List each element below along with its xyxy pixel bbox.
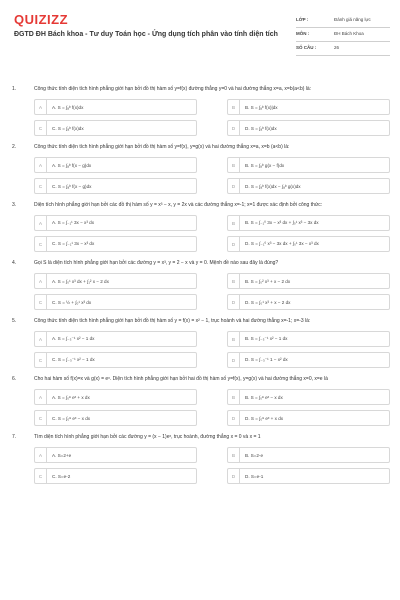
option-a[interactable] (34, 273, 197, 289)
meta-panel (296, 14, 390, 56)
option-c[interactable] (34, 120, 197, 136)
option-letter: D (228, 411, 240, 425)
question-number: 5. (12, 318, 17, 324)
option-d[interactable] (227, 178, 390, 194)
option-text: A. S = ∫₀¹ x³ dx + ∫₁² x − 2 dx (52, 278, 109, 284)
option-c[interactable] (34, 352, 197, 368)
option-letter: D (228, 121, 240, 135)
option-d[interactable] (227, 352, 390, 368)
question-number: 2. (12, 144, 17, 150)
option-letter: C (35, 411, 47, 425)
option-text: B. S=2-e (245, 452, 264, 458)
question-text: Công thức tính diện tích hình phẳng giới hạn bởi đồ thị hàm số y=f(x), y=g(x) và hai đường thẳng x=a, x=b (a<b) là: (34, 144, 290, 150)
option-letter: C (35, 237, 47, 251)
option-letter: D (228, 469, 240, 483)
option-letter: D (228, 237, 240, 251)
option-text: B. S = ∫ₐᵇ g(x − f)dx (245, 162, 285, 168)
option-letter: A (35, 216, 47, 230)
option-c[interactable] (34, 178, 197, 194)
option-letter: C (35, 469, 47, 483)
option-b[interactable] (227, 273, 390, 289)
option-text: C. S=e-2 (52, 473, 71, 479)
option-letter: A (35, 390, 47, 404)
question-text: Công thức tính diện tích hình phẳng giới hạn bởi đồ thị hàm số y = f(x) = x² − 1, trục hoành và hai đường thẳng x=-1; x=-3 là: (34, 318, 311, 324)
option-letter: D (228, 295, 240, 309)
option-text: A. S = ∫₀ᵉ eˣ + x dx (52, 394, 90, 400)
meta-label: MÔN : (296, 31, 310, 36)
question-list (12, 86, 390, 492)
question-text: Công thức tính diện tích hình phẳng giới hạn bởi đồ thị hàm số y=f(x) đường thẳng y=0 và hai đường thẳng x=a, x=b(a<b) là: (34, 86, 312, 92)
meta-value: 26 (334, 45, 340, 50)
option-d[interactable] (227, 236, 390, 252)
option-text: B. S = ∫ₐᵇ f(x)|dx (245, 104, 278, 110)
option-c[interactable] (34, 294, 197, 310)
question-7 (12, 434, 390, 484)
option-letter: C (35, 353, 47, 367)
option-text: D. S = ∫₋₁⁰ x³ − 3x dx + ∫₀¹ 3x − x³ dx (245, 241, 319, 246)
option-letter: B (228, 100, 240, 114)
question-1 (12, 86, 390, 136)
page-title: ĐGTD ĐH Bách khoa - Tư duy Toán học - Ứng dụng tích phân vào tính diện tích (14, 31, 278, 38)
question-4 (12, 260, 390, 310)
option-text: D. S=e-1 (245, 473, 264, 479)
option-text: C. S = ∫ₐᵇ f(x − g)dx (52, 183, 92, 189)
meta-label: LỚP : (296, 17, 309, 22)
option-text: D. S = ∫ₐᵇ f(x)dx − ∫ₐᵇ g(x)dx (245, 183, 301, 189)
option-text: B. S = ∫₋₁⁰ 3x − x³ dx + ∫₀¹ x³ − 3x dx (245, 220, 319, 225)
option-a[interactable] (34, 447, 197, 463)
option-letter: C (35, 295, 47, 309)
option-a[interactable] (34, 331, 197, 347)
option-text: C. S = ∫ₐᵇ f(x)dx (52, 125, 84, 131)
option-text: A. S=2+e (52, 452, 72, 458)
option-text: C. S = ∫₋₃⁻¹ x² − 1 dx (52, 357, 95, 362)
option-letter: B (228, 390, 240, 404)
meta-value: ĐH Bách Khoa (334, 31, 364, 36)
option-text: A. S = ∫ₐᵇ f(x − g)dx (52, 162, 92, 168)
question-text: Gọi S là diện tích hình phẳng giới hạn bởi các đường y = x³, y = 2 − x và y = 0. Mệnh đề nào sau đây là đúng? (34, 260, 279, 266)
question-3 (12, 202, 390, 252)
meta-row-count (296, 42, 390, 56)
option-a[interactable] (34, 99, 197, 115)
option-letter: B (228, 274, 240, 288)
question-text: Tìm diện tích hình phẳng giới hạn bởi các đường y = (x − 1)eˣ, trục hoành, đường thẳng x = 0 và x = 1 (34, 434, 261, 440)
option-b[interactable] (227, 331, 390, 347)
option-text: A. S = ∫₋₃⁻¹ x² − 1 dx (52, 336, 95, 341)
option-letter: B (228, 448, 240, 462)
option-letter: A (35, 332, 47, 346)
question-6 (12, 376, 390, 426)
meta-row-class (296, 14, 390, 28)
question-2 (12, 144, 390, 194)
option-b[interactable] (227, 157, 390, 173)
option-letter: D (228, 179, 240, 193)
option-b[interactable] (227, 389, 390, 405)
question-text: Diện tích hình phẳng giới hạn bởi các đồ thị hàm số y = x³ − x, y = 2x và các đường thẳng x=-1; x=1 được xác định bởi công thức: (34, 202, 323, 208)
option-d[interactable] (227, 410, 390, 426)
option-b[interactable] (227, 447, 390, 463)
option-b[interactable] (227, 99, 390, 115)
option-letter: B (228, 332, 240, 346)
option-text: D. S = ∫ₐᵇ f(x)dx (245, 125, 277, 131)
option-a[interactable] (34, 389, 197, 405)
option-text: D. S = ∫₀¹ x³ + x − 2 dx (245, 299, 291, 305)
option-letter: B (228, 158, 240, 172)
meta-row-subject (296, 28, 390, 42)
option-a[interactable] (34, 157, 197, 173)
option-letter: A (35, 274, 47, 288)
question-number: 1. (12, 86, 17, 92)
option-letter: B (228, 216, 240, 230)
option-c[interactable] (34, 410, 197, 426)
option-b[interactable] (227, 215, 390, 231)
option-d[interactable] (227, 468, 390, 484)
option-d[interactable] (227, 120, 390, 136)
option-letter: A (35, 158, 47, 172)
option-text: C. S = ∫₋₁¹ 3x − x³ dx (52, 241, 95, 246)
option-d[interactable] (227, 294, 390, 310)
option-text: A. S = ∫₋₁¹ 3x − x³ dx (52, 220, 94, 225)
option-c[interactable] (34, 236, 197, 252)
option-text: D. S = ∫₀ᵉ eˣ + x dx (245, 415, 284, 421)
option-letter: C (35, 121, 47, 135)
quizizz-logo: QUIZIZZ (14, 12, 69, 27)
question-text: Cho hai hàm số f(x)=x và g(x) = eˣ. Diện tích hình phẳng giới hạn bởi hai đồ thị hàm số y=f(x), y=g(x) và hai đường thẳng x=0, x=e là (34, 376, 328, 382)
question-number: 4. (12, 260, 17, 266)
option-text: B. S = ∫₋₃⁻¹ x² − 1 dx (245, 336, 288, 341)
question-number: 3. (12, 202, 17, 208)
question-5 (12, 318, 390, 368)
option-letter: A (35, 448, 47, 462)
meta-label: SỐ CÂU : (296, 45, 317, 50)
option-letter: A (35, 100, 47, 114)
question-number: 6. (12, 376, 17, 382)
option-letter: C (35, 179, 47, 193)
option-text: B. S = ∫₀² x³ + x − 2 dx (245, 278, 291, 284)
option-text: B. S = ∫₀ᵉ eˣ − x dx (245, 394, 283, 400)
option-text: D. S = ∫₋₃⁻¹ 1 − x² dx (245, 357, 288, 362)
meta-value: Đánh giá năng lực (334, 17, 371, 22)
option-text: A. S = ∫ₐᵇ f(x)dx (52, 104, 84, 110)
option-a[interactable] (34, 215, 197, 231)
option-c[interactable] (34, 468, 197, 484)
option-text: C. S = ½ + ∫₀¹ x³ dx (52, 299, 92, 305)
question-number: 7. (12, 434, 17, 440)
option-text: C. S = ∫₀ᵉ eˣ − x dx (52, 415, 91, 421)
option-letter: D (228, 353, 240, 367)
